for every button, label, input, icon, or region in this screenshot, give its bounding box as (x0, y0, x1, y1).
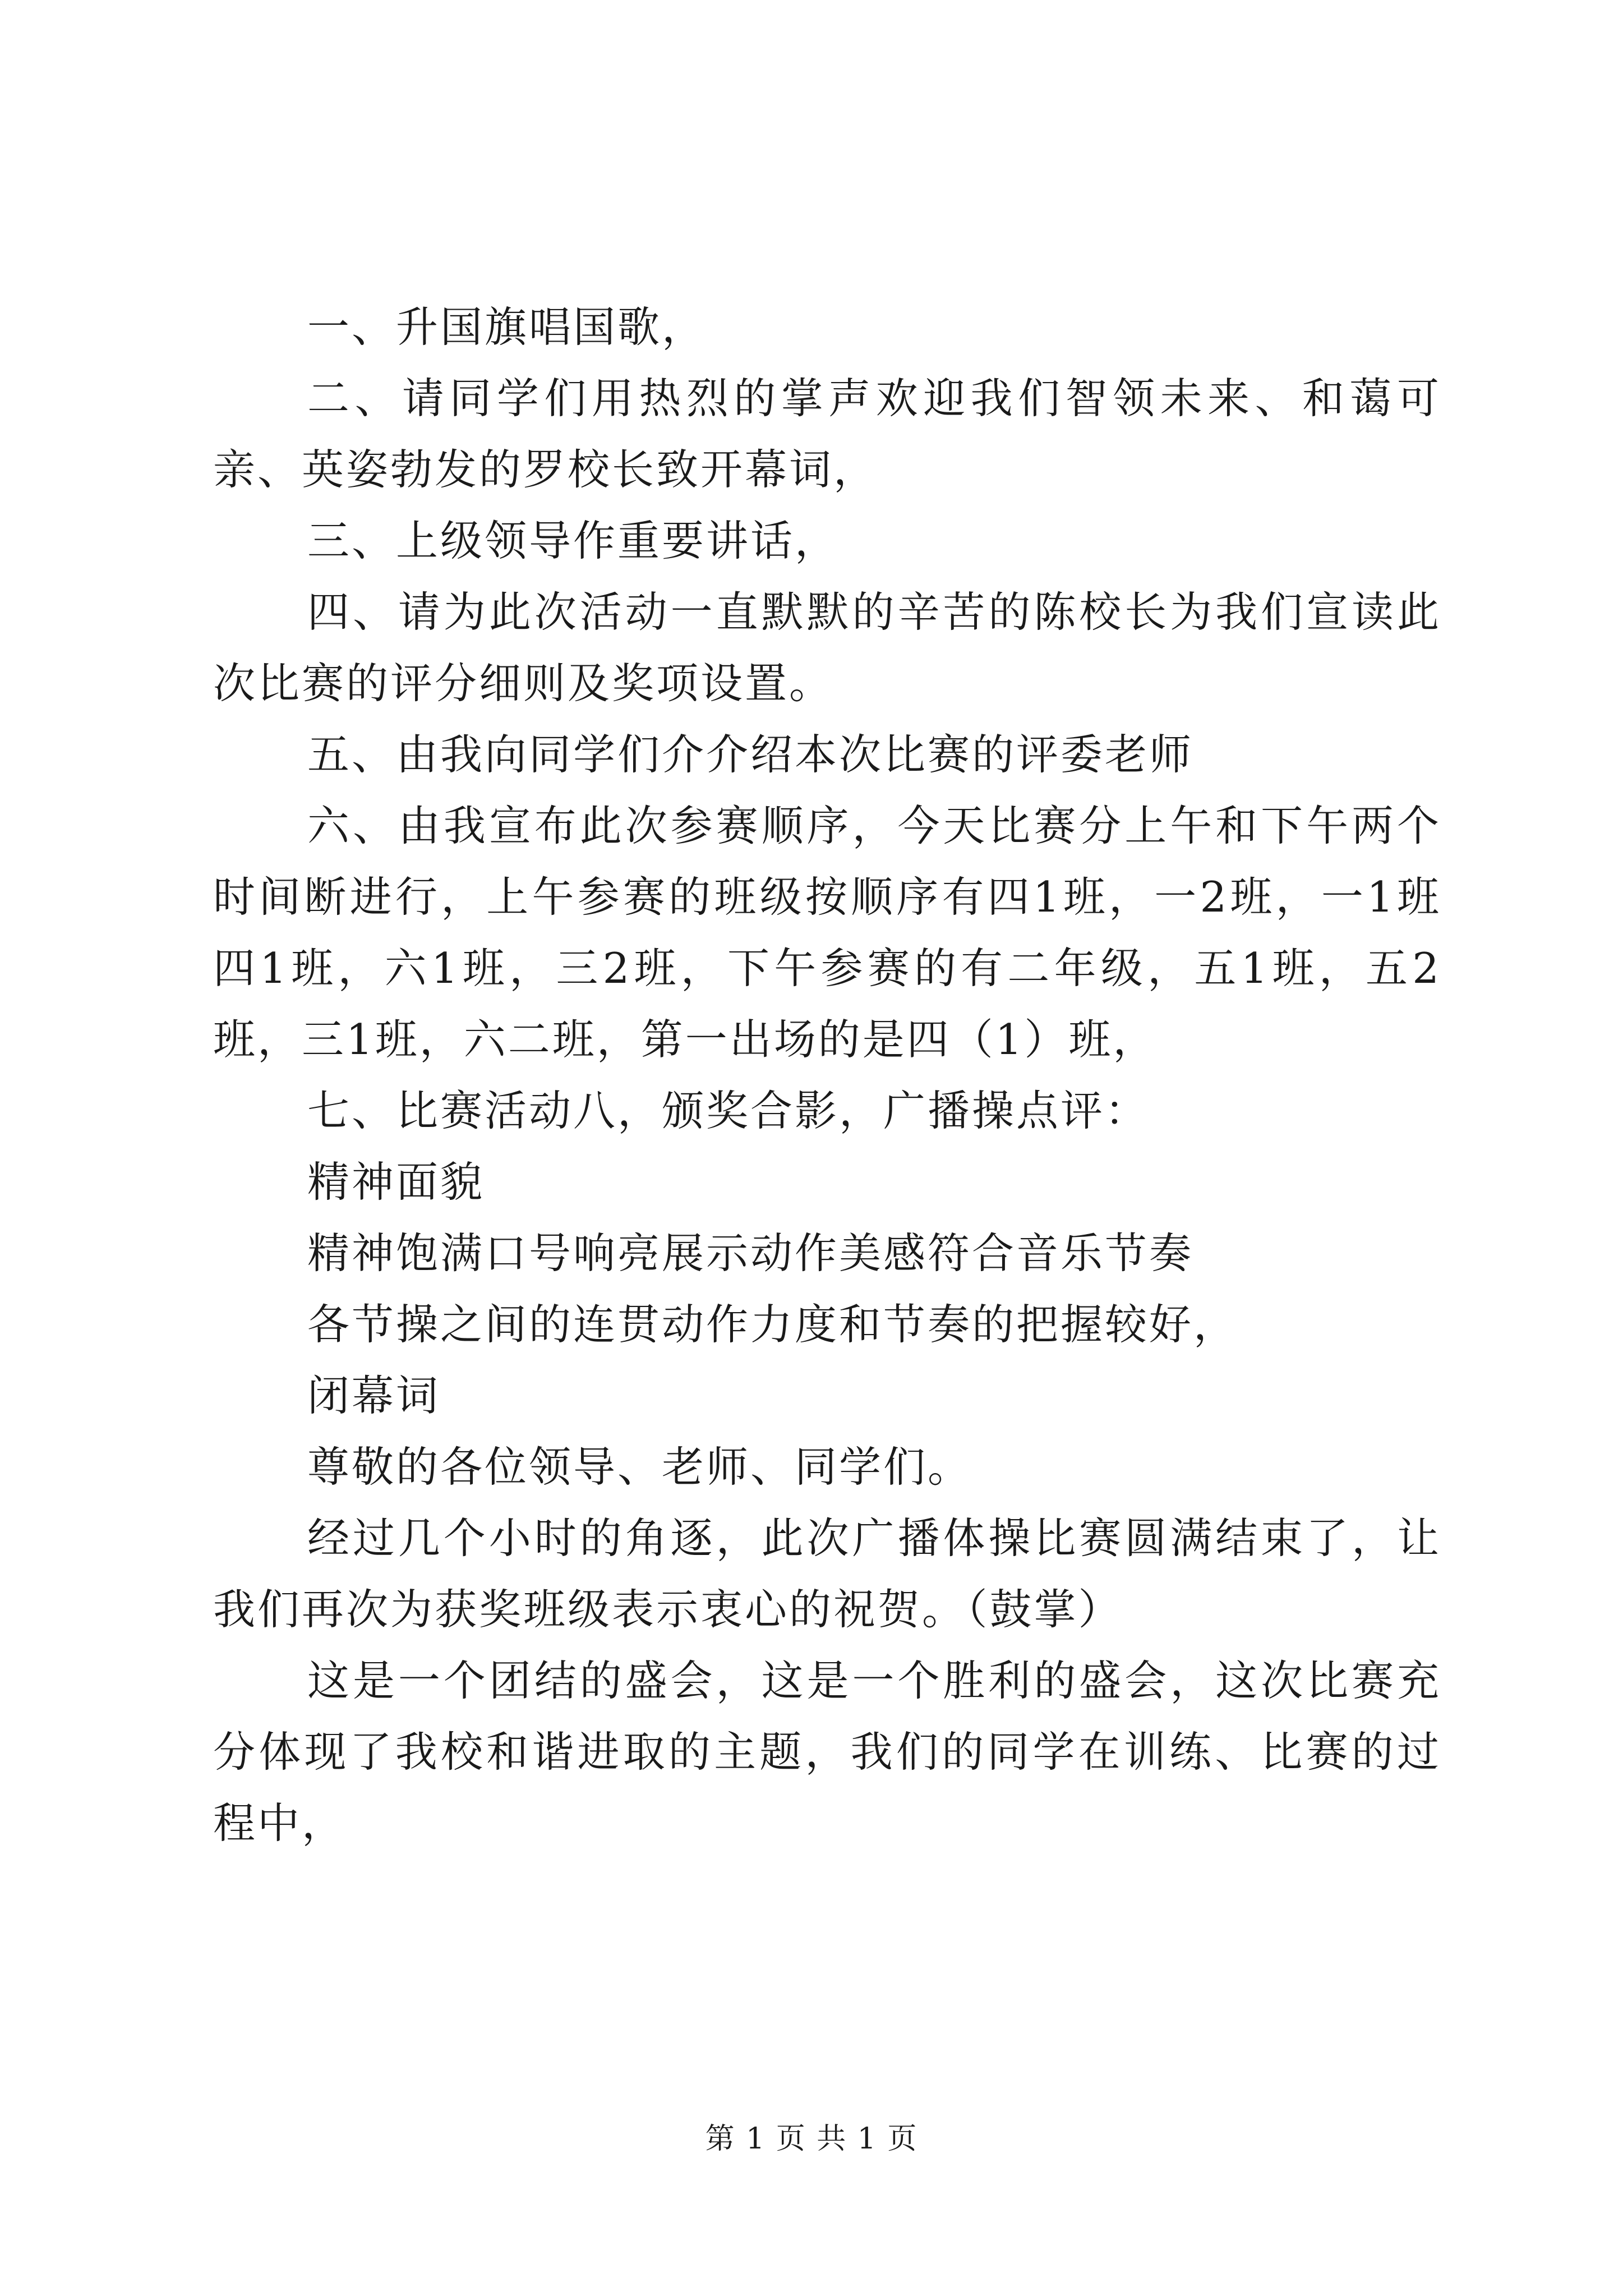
page-footer: 第 1 页 共 1 页 (705, 2122, 918, 2156)
paragraph-awards: 七、比赛活动八，颁奖合影，广播操点评： (307, 1086, 1150, 1135)
paragraph-unity: 这是一个团结的盛会，这是一个胜利的盛会，这次比赛充分体现了我校和谐进取的主题，我们的同学在训练、比赛的过程中， (213, 1656, 1441, 1848)
paragraph-spirit-heading: 精神面貌 (307, 1157, 485, 1207)
paragraph-leader-speech: 三、上级领导作重要讲话， (307, 516, 840, 565)
paragraph-raise-flag: 一、升国旗唱国歌， (307, 302, 707, 352)
paragraph-scoring-rules: 四、请为此次活动一直默默的辛苦的陈校长为我们宣读此次比赛的评分细则及奖项设置。 (213, 587, 1441, 708)
paragraph-coherence: 各节操之间的连贯动作力度和节奏的把握较好， (307, 1300, 1238, 1349)
paragraph-closing-heading: 闭幕词 (307, 1371, 441, 1420)
paragraph-conclusion: 经过几个小时的角逐，此次广播体操比赛圆满结束了，让我们再次为获奖班级表示衷心的祝贺。（鼓掌） (213, 1513, 1441, 1634)
document-body (213, 292, 1441, 1859)
paragraph-introduce-judges: 五、由我向同学们介介绍本次比赛的评委老师 (307, 730, 1194, 779)
paragraph-welcome-principal: 二、请同学们用热烈的掌声欢迎我们智领未来、和蔼可亲、英姿勃发的罗校长致开幕词， (213, 374, 1441, 494)
paragraph-greeting: 尊敬的各位领导、老师、同学们。 (307, 1442, 972, 1492)
paragraph-competition-order: 六、由我宣布此次参赛顺序，今天比赛分上午和下午两个时间断进行，上午参赛的班级按顺序有四1班，一2班，一1班四1班，六1班，三2班，下午参赛的有二年级，五1班，五2班，三1班，六二班，第一出场的是四（1）班， (213, 801, 1441, 1064)
paragraph-spirit-details: 精神饱满口号响亮展示动作美感符合音乐节奏 (307, 1228, 1194, 1278)
